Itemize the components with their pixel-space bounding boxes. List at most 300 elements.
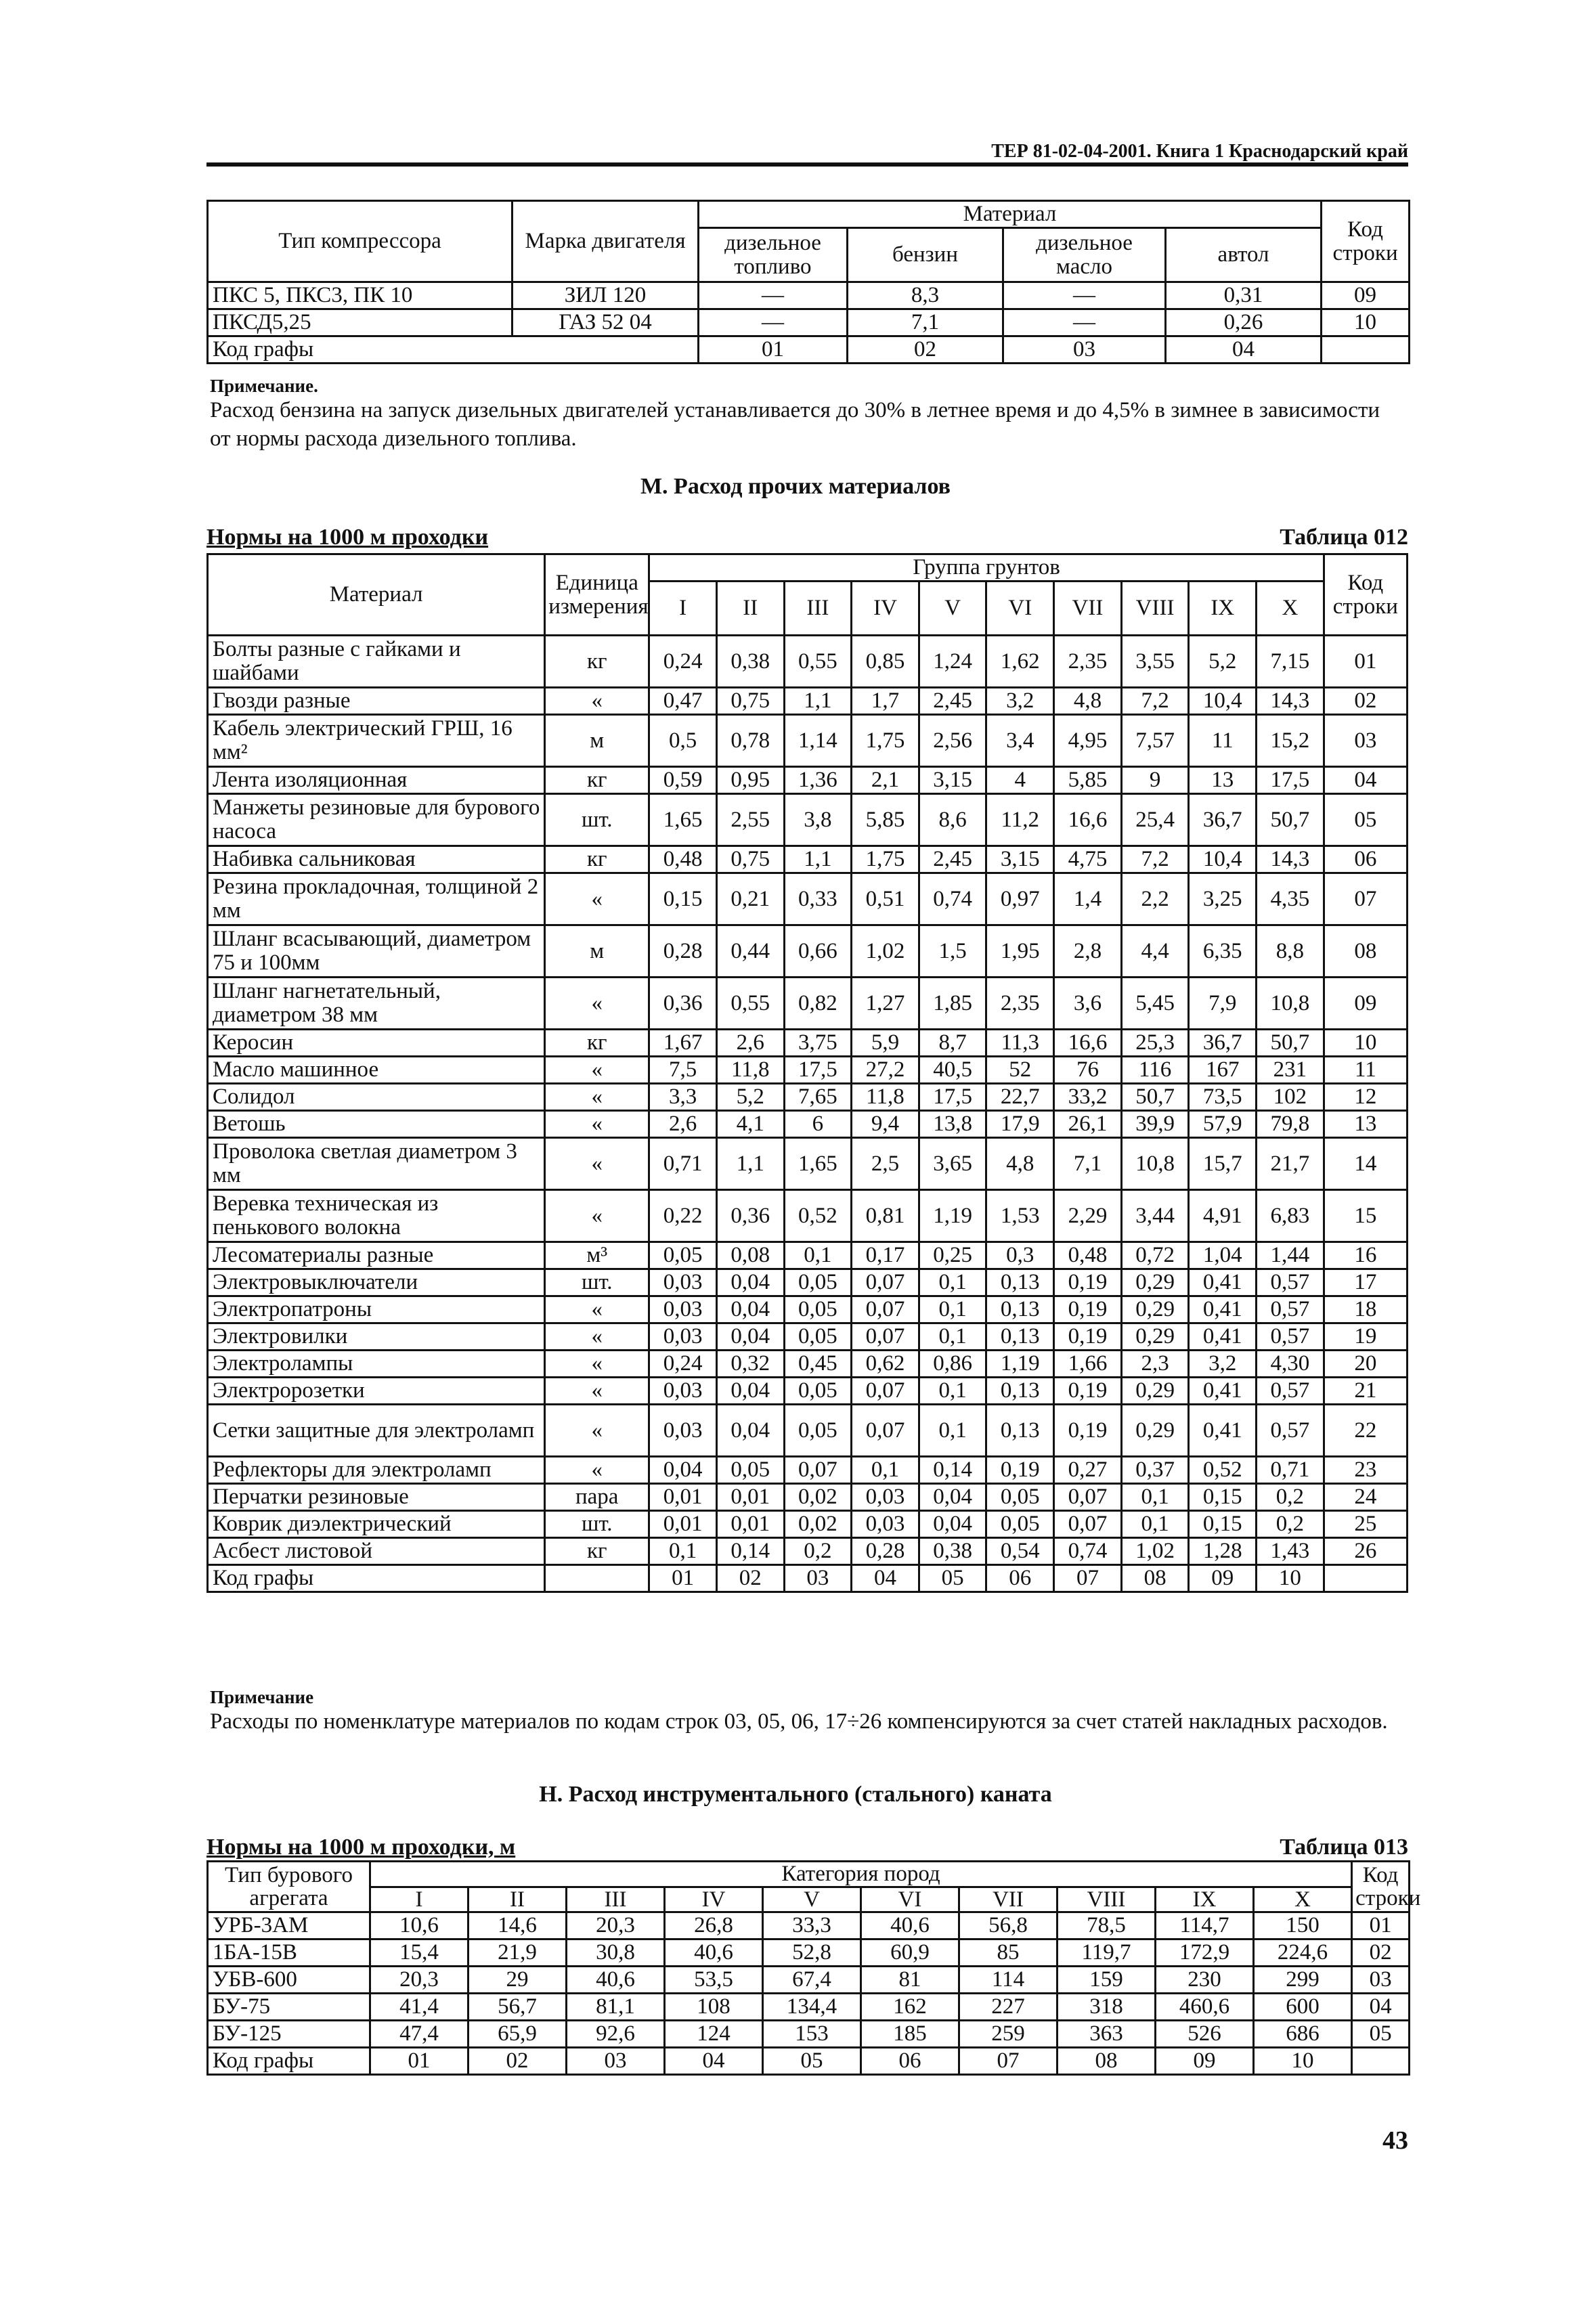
table-row — [208, 978, 1408, 1030]
cell-value: 224,6 — [1254, 1939, 1352, 1967]
header-group-6: VI — [986, 582, 1054, 636]
cell-value: 73,5 — [1189, 1084, 1257, 1111]
cell-unit: шт. — [545, 794, 649, 846]
cell-value: 9 — [1121, 767, 1189, 794]
cell-value: 0,13 — [986, 1323, 1054, 1351]
cell-row-code: 11 — [1324, 1057, 1407, 1084]
cell-value: 0,13 — [986, 1269, 1054, 1296]
cell-value: 65,9 — [468, 2021, 567, 2048]
cell-value: 39,9 — [1121, 1111, 1189, 1138]
cell-value: 1,67 — [649, 1030, 717, 1057]
cell-value: — — [1003, 282, 1166, 309]
cell-value: 1,14 — [784, 715, 852, 767]
cell-value: 1,28 — [1189, 1538, 1257, 1565]
cell-value: 0,71 — [649, 1138, 717, 1190]
cell-value: 0,05 — [784, 1269, 852, 1296]
cell-value: 0,22 — [649, 1190, 717, 1242]
graf-code: 04 — [852, 1565, 919, 1592]
graf-code: 08 — [1121, 1565, 1189, 1592]
header-fuel-2: бензин — [848, 228, 1003, 282]
cell-unit: м³ — [545, 1242, 649, 1269]
note-2-title: Примечание — [210, 1687, 314, 1707]
cell-value: 81,1 — [567, 1994, 665, 2021]
cell-unit: « — [545, 1190, 649, 1242]
cell-value: 0,52 — [1189, 1457, 1257, 1484]
cell-value: 0,57 — [1257, 1296, 1324, 1323]
cell-value: 81 — [861, 1967, 959, 1994]
cell-unit: « — [545, 978, 649, 1030]
cell-unit: « — [545, 1296, 649, 1323]
cell-value: 0,03 — [649, 1405, 717, 1457]
cell-value: 0,1 — [649, 1538, 717, 1565]
cell-value: 0,48 — [1054, 1242, 1122, 1269]
cell-value: 1,36 — [784, 767, 852, 794]
cell-unit: « — [545, 873, 649, 925]
cell-value: 1,65 — [784, 1138, 852, 1190]
cell-value: 0,03 — [649, 1269, 717, 1296]
cell-row-code: 12 — [1324, 1084, 1407, 1111]
cell-row-code: 02 — [1352, 1939, 1410, 1967]
cell-value: 10,4 — [1189, 688, 1257, 715]
cell-value: 0,04 — [919, 1511, 986, 1538]
page-number: 43 — [1382, 2126, 1408, 2155]
cell-value: 1,53 — [986, 1190, 1054, 1242]
cell-value: 1,02 — [852, 925, 919, 978]
cell-value: 21,7 — [1257, 1138, 1324, 1190]
note-1-title: Примечание. — [210, 376, 318, 396]
cell-value: 92,6 — [567, 2021, 665, 2048]
cell-value: 150 — [1254, 1912, 1352, 1939]
cell-value: 26,1 — [1054, 1111, 1122, 1138]
cell-value: 56,8 — [959, 1912, 1058, 1939]
header-category-3: III — [567, 1887, 665, 1912]
cell-engine-brand: ЗИЛ 120 — [513, 282, 699, 309]
graf-code: 07 — [1054, 1565, 1122, 1592]
cell-value: 0,05 — [784, 1405, 852, 1457]
table-row — [208, 1405, 1408, 1457]
cell-material: Электровилки — [208, 1323, 545, 1351]
cell-value: 0,29 — [1121, 1378, 1189, 1405]
cell-value: 0,19 — [1054, 1296, 1122, 1323]
cell-value: 0,85 — [852, 636, 919, 688]
cell-value: 0,04 — [716, 1405, 784, 1457]
cell-value: 40,5 — [919, 1057, 986, 1084]
cell-engine-brand: ГАЗ 52 04 — [513, 309, 699, 336]
cell-value: 3,2 — [986, 688, 1054, 715]
cell-value: 0,04 — [716, 1323, 784, 1351]
cell-value: 56,7 — [468, 1994, 567, 2021]
table-013-norms-label: Нормы на 1000 м проходки, м — [206, 1835, 516, 1860]
cell-value: 0,1 — [919, 1378, 986, 1405]
cell-unit: « — [545, 1084, 649, 1111]
cell-value: 40,6 — [567, 1967, 665, 1994]
cell-value: 76 — [1054, 1057, 1122, 1084]
cell-value: 16,6 — [1054, 1030, 1122, 1057]
header-category-5: V — [763, 1887, 861, 1912]
cell-value: 5,85 — [1054, 767, 1122, 794]
cell-value: 36,7 — [1189, 794, 1257, 846]
cell-value: 2,8 — [1054, 925, 1122, 978]
cell-row-code: 03 — [1352, 1967, 1410, 1994]
cell-value: 2,56 — [919, 715, 986, 767]
cell-value: 0,29 — [1121, 1323, 1189, 1351]
cell-value: 0,05 — [716, 1457, 784, 1484]
cell-value: 0,13 — [986, 1378, 1054, 1405]
cell-row-code: 15 — [1324, 1190, 1407, 1242]
cell-value: 0,36 — [649, 978, 717, 1030]
cell-value: 0,55 — [784, 636, 852, 688]
cell-value: 0,14 — [919, 1457, 986, 1484]
cell-row-code: 01 — [1352, 1912, 1410, 1939]
cell-value: 3,3 — [649, 1084, 717, 1111]
cell-value: 0,37 — [1121, 1457, 1189, 1484]
cell-value: 1,1 — [784, 846, 852, 873]
header-row-code: Код строки — [1352, 1862, 1410, 1912]
table-012-norms-label: Нормы на 1000 м проходки — [206, 525, 489, 550]
cell-rig-type: УБВ-600 — [208, 1967, 370, 1994]
cell-value: 8,3 — [848, 282, 1003, 309]
cell-value: 686 — [1254, 2021, 1352, 2048]
cell-value: 11,8 — [852, 1084, 919, 1111]
cell-value: 1,19 — [986, 1351, 1054, 1378]
cell-row-code: 08 — [1324, 925, 1407, 978]
cell-value: 2,45 — [919, 688, 986, 715]
cell-row-code: 10 — [1324, 1030, 1407, 1057]
cell-value: 4,30 — [1257, 1351, 1324, 1378]
cell-value: 0,1 — [919, 1269, 986, 1296]
cell-value: 10,4 — [1189, 846, 1257, 873]
cell-value: 0,2 — [784, 1538, 852, 1565]
cell-value: 17,5 — [784, 1057, 852, 1084]
cell-value: 0,44 — [716, 925, 784, 978]
cell-value: 4,35 — [1257, 873, 1324, 925]
graf-code: 04 — [665, 2048, 763, 2075]
cell-unit: м — [545, 715, 649, 767]
cell-value: 2,35 — [1054, 636, 1122, 688]
cell-value: 0,36 — [716, 1190, 784, 1242]
cell-value: 0,05 — [784, 1296, 852, 1323]
graf-code: 01 — [370, 2048, 468, 2075]
cell-value: 0,19 — [1054, 1378, 1122, 1405]
cell-value: 0,1 — [919, 1296, 986, 1323]
cell-row-code: 16 — [1324, 1242, 1407, 1269]
cell-value: 0,51 — [852, 873, 919, 925]
cell-rig-type: УРБ-3АМ — [208, 1912, 370, 1939]
header-group-7: VII — [1054, 582, 1122, 636]
cell-value: 0,07 — [1054, 1484, 1122, 1511]
cell-value: 5,45 — [1121, 978, 1189, 1030]
graf-code: 02 — [468, 2048, 567, 2075]
cell-value: 526 — [1156, 2021, 1254, 2048]
cell-value: 0,3 — [986, 1242, 1054, 1269]
cell-value: 0,82 — [784, 978, 852, 1030]
cell-value: 0,17 — [852, 1242, 919, 1269]
cell-value: 60,9 — [861, 1939, 959, 1967]
cell-value: 0,41 — [1189, 1296, 1257, 1323]
graf-code: 05 — [763, 2048, 861, 2075]
cell-value: 1,27 — [852, 978, 919, 1030]
header-category-4: IV — [665, 1887, 763, 1912]
cell-value: 114,7 — [1156, 1912, 1254, 1939]
cell-value: 0,74 — [919, 873, 986, 925]
cell-unit: м — [545, 925, 649, 978]
page-header: ТЕР 81-02-04-2001. Книга 1 Краснодарский край — [991, 141, 1408, 162]
cell-value: 0,24 — [649, 1351, 717, 1378]
cell-value: 4,8 — [1054, 688, 1122, 715]
cell-value: 85 — [959, 1939, 1058, 1967]
table-row — [208, 1538, 1408, 1565]
cell-value: 230 — [1156, 1967, 1254, 1994]
cell-value: 11 — [1189, 715, 1257, 767]
cell-value: 14,3 — [1257, 846, 1324, 873]
cell-value: 2,1 — [852, 767, 919, 794]
table-row — [208, 1242, 1408, 1269]
cell-value: 7,1 — [1054, 1138, 1122, 1190]
table-row — [208, 767, 1408, 794]
graf-code: 06 — [861, 2048, 959, 2075]
cell-unit: « — [545, 1138, 649, 1190]
cell-material: Сетки защитные для электроламп — [208, 1405, 545, 1457]
cell-value: 167 — [1189, 1057, 1257, 1084]
cell-unit: пара — [545, 1484, 649, 1511]
cell-value: 14,6 — [468, 1912, 567, 1939]
cell-value: 3,25 — [1189, 873, 1257, 925]
cell-value: 1,7 — [852, 688, 919, 715]
cell-value: 116 — [1121, 1057, 1189, 1084]
cell-value: 231 — [1257, 1057, 1324, 1084]
cell-value: 0,19 — [1054, 1323, 1122, 1351]
cell-material: Резина прокладочная, толщиной 2 мм — [208, 873, 545, 925]
cell-row-code: 24 — [1324, 1484, 1407, 1511]
graf-code: 01 — [649, 1565, 717, 1592]
cell-value: — — [699, 282, 848, 309]
cell-value: 7,5 — [649, 1057, 717, 1084]
cell-rig-type: БУ-125 — [208, 2021, 370, 2048]
cell-value: 0,02 — [784, 1511, 852, 1538]
cell-value: 2,2 — [1121, 873, 1189, 925]
cell-rig-type: БУ-75 — [208, 1994, 370, 2021]
cell-value: 0,86 — [919, 1351, 986, 1378]
cell-value: 0,41 — [1189, 1269, 1257, 1296]
cell-value: 3,15 — [919, 767, 986, 794]
cell-unit: « — [545, 1057, 649, 1084]
cell-value: 0,55 — [716, 978, 784, 1030]
table-row — [208, 1511, 1408, 1538]
rope-table-013 — [206, 1860, 1421, 2076]
cell-value: 119,7 — [1058, 1939, 1156, 1967]
cell-value: 1,4 — [1054, 873, 1122, 925]
cell-value: 25,3 — [1121, 1030, 1189, 1057]
cell-value: 4,1 — [716, 1111, 784, 1138]
cell-row-code: 09 — [1324, 978, 1407, 1030]
header-group-8: VIII — [1121, 582, 1189, 636]
graf-code-row — [208, 1565, 1408, 1592]
cell-value: 0,08 — [716, 1242, 784, 1269]
header-category-1: I — [370, 1887, 468, 1912]
cell-value: 363 — [1058, 2021, 1156, 2048]
cell-value: 41,4 — [370, 1994, 468, 2021]
section-m-title: М. Расход прочих материалов — [640, 474, 951, 499]
cell-value: 25,4 — [1121, 794, 1189, 846]
cell-value: 0,14 — [716, 1538, 784, 1565]
cell-value: 0,47 — [649, 688, 717, 715]
cell-material: Лента изоляционная — [208, 767, 545, 794]
cell-value: 33,2 — [1054, 1084, 1122, 1111]
cell-row-code: 03 — [1324, 715, 1407, 767]
cell-value: 1,1 — [716, 1138, 784, 1190]
cell-value: 2,29 — [1054, 1190, 1122, 1242]
cell-material: Электророзетки — [208, 1378, 545, 1405]
graf-code-label: Код графы — [208, 1565, 545, 1592]
header-category-7: VII — [959, 1887, 1058, 1912]
table-row — [208, 1269, 1408, 1296]
cell-value: 0,57 — [1257, 1269, 1324, 1296]
cell-material: Проволока светлая диаметром 3 мм — [208, 1138, 545, 1190]
table-013-number: Таблица 013 — [1280, 1835, 1408, 1860]
cell-value: 0,01 — [649, 1511, 717, 1538]
cell-value: 15,7 — [1189, 1138, 1257, 1190]
cell-value: 6 — [784, 1111, 852, 1138]
cell-value: 1,02 — [1121, 1538, 1189, 1565]
cell-value: 27,2 — [852, 1057, 919, 1084]
cell-value: 33,3 — [763, 1912, 861, 1939]
cell-value: 0,04 — [716, 1269, 784, 1296]
cell-row-code: 21 — [1324, 1378, 1407, 1405]
cell-value: 52,8 — [763, 1939, 861, 1967]
cell-value: 0,03 — [852, 1484, 919, 1511]
cell-value: 10,8 — [1257, 978, 1324, 1030]
cell-value: 7,2 — [1121, 688, 1189, 715]
cell-value: 0,25 — [919, 1242, 986, 1269]
cell-value: 4,75 — [1054, 846, 1122, 873]
cell-value: 0,72 — [1121, 1242, 1189, 1269]
cell-value: 1,24 — [919, 636, 986, 688]
cell-value: 0,33 — [784, 873, 852, 925]
header-group-5: V — [919, 582, 986, 636]
cell-value: 1,95 — [986, 925, 1054, 978]
graf-code: 05 — [919, 1565, 986, 1592]
graf-code-row — [208, 2048, 1410, 2075]
cell-value: 172,9 — [1156, 1939, 1254, 1967]
cell-value: 1,19 — [919, 1190, 986, 1242]
cell-value: 0,97 — [986, 873, 1054, 925]
cell-material: Набивка сальниковая — [208, 846, 545, 873]
cell-value: 0,1 — [784, 1242, 852, 1269]
table-row — [208, 846, 1408, 873]
table-row — [208, 1323, 1408, 1351]
cell-unit: « — [545, 1378, 649, 1405]
cell-value: 40,6 — [861, 1912, 959, 1939]
cell-row-code: 26 — [1324, 1538, 1407, 1565]
header-group-3: III — [784, 582, 852, 636]
note-1-text: Расход бензина на запуск дизельных двигателей устанавливается до 30% в летнее время и до 4,5% в зимнее в зависимости от нормы расхода дизельного топлива. — [210, 398, 1380, 451]
cell-value: 0,13 — [986, 1296, 1054, 1323]
table-row — [208, 282, 1410, 309]
header-fuel-1: дизельное топливо — [699, 228, 848, 282]
cell-value: 0,52 — [784, 1190, 852, 1242]
cell-row-code: 14 — [1324, 1138, 1407, 1190]
table-row — [208, 2021, 1410, 2048]
graf-code: 10 — [1257, 1565, 1324, 1592]
graf-code: 09 — [1156, 2048, 1254, 2075]
cell-value: 0,03 — [649, 1378, 717, 1405]
section-n-title: Н. Расход инструментального (стального) каната — [539, 1782, 1052, 1807]
cell-value: 7,15 — [1257, 636, 1324, 688]
cell-material: Масло машинное — [208, 1057, 545, 1084]
cell-value: 3,44 — [1121, 1190, 1189, 1242]
table-row — [208, 1030, 1408, 1057]
cell-value: 0,28 — [649, 925, 717, 978]
cell-value: 17,9 — [986, 1111, 1054, 1138]
cell-value: 153 — [763, 2021, 861, 2048]
cell-value: 102 — [1257, 1084, 1324, 1111]
cell-value: 5,85 — [852, 794, 919, 846]
cell-value: 0,04 — [716, 1296, 784, 1323]
cell-value: 7,9 — [1189, 978, 1257, 1030]
cell-value: 10,6 — [370, 1912, 468, 1939]
cell-material: Электропатроны — [208, 1296, 545, 1323]
cell-value: 0,03 — [649, 1296, 717, 1323]
cell-value: 57,9 — [1189, 1111, 1257, 1138]
cell-value: 0,07 — [852, 1378, 919, 1405]
cell-value: 1,62 — [986, 636, 1054, 688]
empty-cell — [545, 1565, 649, 1592]
cell-row-code: 23 — [1324, 1457, 1407, 1484]
cell-row-code: 20 — [1324, 1351, 1407, 1378]
cell-value: 14,3 — [1257, 688, 1324, 715]
table-row — [208, 1484, 1408, 1511]
table-row — [208, 1057, 1408, 1084]
cell-material: Лесоматериалы разные — [208, 1242, 545, 1269]
cell-value: 9,4 — [852, 1111, 919, 1138]
cell-value: 3,4 — [986, 715, 1054, 767]
cell-value: 0,05 — [986, 1511, 1054, 1538]
note-2-text: Расходы по номенклатуре материалов по кодам строк 03, 05, 06, 17÷26 компенсируются за счет статей накладных расходов. — [210, 1709, 1388, 1734]
cell-material: Шланг нагнетательный, диаметром 38 мм — [208, 978, 545, 1030]
header-rule — [206, 162, 1408, 167]
graf-code: 02 — [716, 1565, 784, 1592]
cell-row-code: 05 — [1324, 794, 1407, 846]
cell-value: 0,07 — [1054, 1511, 1122, 1538]
cell-value: 3,65 — [919, 1138, 986, 1190]
cell-value: 0,1 — [1121, 1484, 1189, 1511]
cell-value: 22,7 — [986, 1084, 1054, 1111]
header-fuel-3: дизельное масло — [1003, 228, 1166, 282]
cell-value: 47,4 — [370, 2021, 468, 2048]
cell-value: 0,1 — [1121, 1511, 1189, 1538]
cell-value: 29 — [468, 1967, 567, 1994]
graf-code-label: Код графы — [208, 336, 699, 364]
cell-row-code: 09 — [1322, 282, 1410, 309]
cell-row-code: 13 — [1324, 1111, 1407, 1138]
cell-value: 8,7 — [919, 1030, 986, 1057]
cell-value: 0,59 — [649, 767, 717, 794]
cell-value: 0,07 — [784, 1457, 852, 1484]
table-row — [208, 1457, 1408, 1484]
cell-value: 0,07 — [852, 1323, 919, 1351]
cell-value: 2,45 — [919, 846, 986, 873]
graf-code-label: Код графы — [208, 2048, 370, 2075]
cell-material: Асбест листовой — [208, 1538, 545, 1565]
cell-unit: кг — [545, 636, 649, 688]
cell-material: Ветошь — [208, 1111, 545, 1138]
cell-value: 15,4 — [370, 1939, 468, 1967]
table-row — [208, 1296, 1408, 1323]
cell-value: 20,3 — [567, 1912, 665, 1939]
cell-value: 16,6 — [1054, 794, 1122, 846]
cell-value: 78,5 — [1058, 1912, 1156, 1939]
table-row — [208, 636, 1408, 688]
